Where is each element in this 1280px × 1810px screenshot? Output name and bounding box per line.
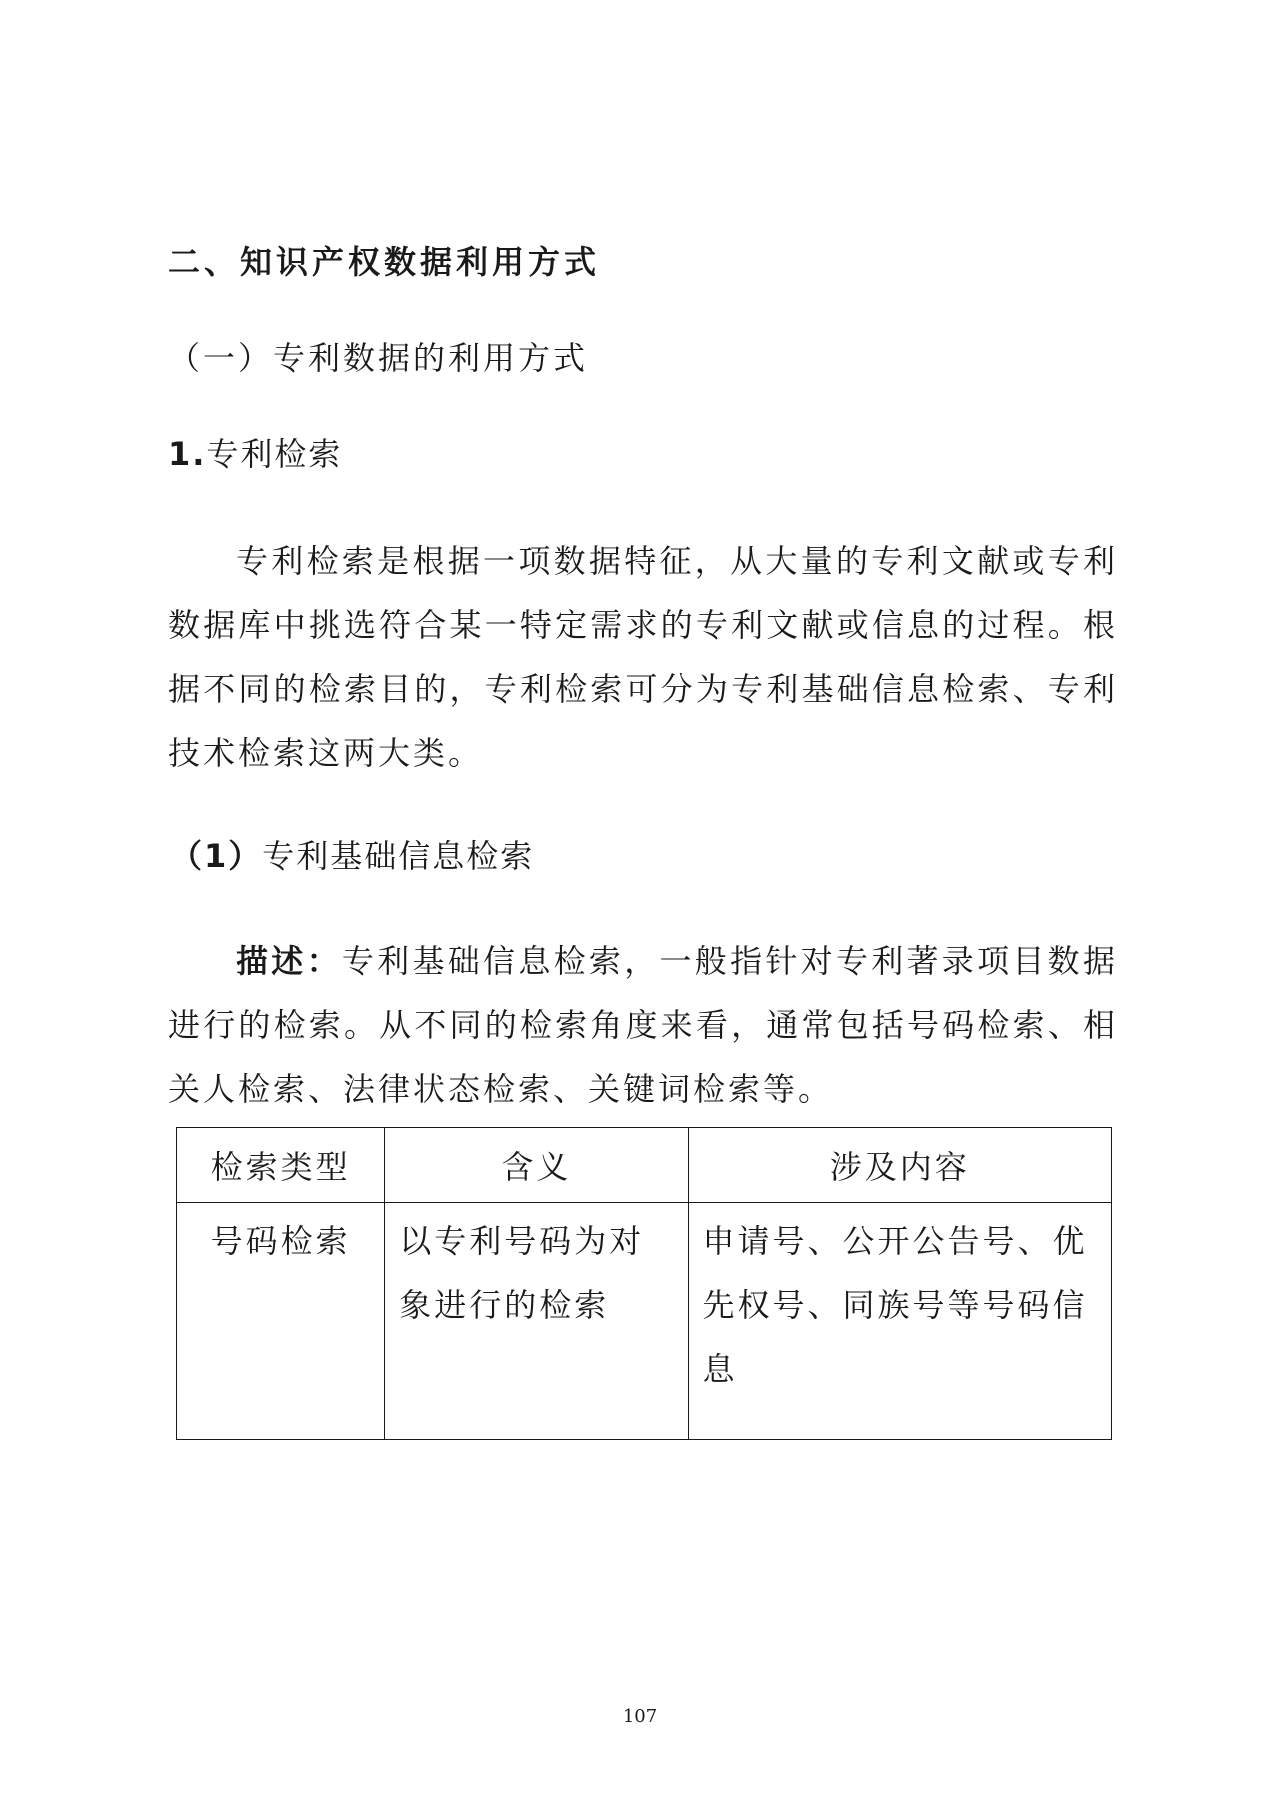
section-number: 1. <box>168 435 207 473</box>
table-header-cell: 含义 <box>385 1128 688 1203</box>
section-title: 专利检索 <box>206 435 343 473</box>
description-text: 专利基础信息检索，一般指针对专利著录项目数据进行的检索。从不同的检索角度来看，通常包括号码检索、相关人检索、法律状态检索、关键词检索等。 <box>168 942 1118 1108</box>
table-header-cell: 检索类型 <box>177 1128 385 1203</box>
table-header-cell: 涉及内容 <box>688 1128 1111 1203</box>
item-title: 专利基础信息检索 <box>262 837 535 875</box>
page-number: 107 <box>622 1706 658 1727</box>
item-heading <box>170 834 534 878</box>
table-row <box>177 1203 1112 1440</box>
main-heading: 二、知识产权数据利用方式 <box>168 243 601 281</box>
table-cell: 号码检索 <box>177 1203 385 1440</box>
intro-paragraph: 专利检索是根据一项数据特征，从大量的专利文献或专利数据库中挑选符合某一特定需求的专利文献或信息的过程。根据不同的检索目的，专利检索可分为专利基础信息检索、专利技术检索这两大类。 <box>168 542 1118 772</box>
description-paragraph <box>168 929 1118 1121</box>
item-number: （1） <box>170 837 263 875</box>
table-cell: 以专利号码为对象进行的检索 <box>385 1203 688 1440</box>
sub-heading: （一）专利数据的利用方式 <box>168 339 589 377</box>
search-type-table <box>176 1127 1112 1440</box>
description-lead: 描述： <box>236 942 342 980</box>
table-header-row <box>177 1128 1112 1203</box>
table-cell: 申请号、公开公告号、优先权号、同族号等号码信息 <box>688 1203 1111 1440</box>
section-heading <box>168 432 342 476</box>
